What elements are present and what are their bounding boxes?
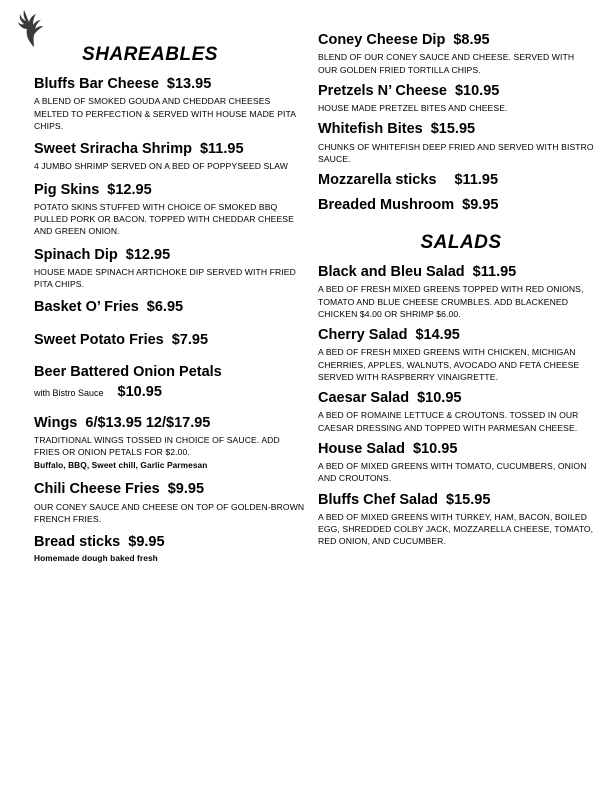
section-title-salads: SALADS (420, 231, 502, 253)
menu-item-head (318, 32, 594, 49)
menu-item (34, 299, 306, 316)
menu-item-price: $12.95 (125, 246, 171, 263)
menu-item (318, 327, 594, 383)
menu-item-desc: HOUSE MADE PRETZEL BITES AND CHEESE. (318, 103, 508, 114)
menu-item (34, 481, 306, 525)
menu-item-desc: A BED OF FRESH MIXED GREENS TOPPED WITH RED ONIONS, TOMATO AND BLUE CHEESE CRUMBLES. ADD BLACKENED CHICKEN $4.00 OR SHRIMP $6.00. (318, 284, 584, 319)
menu-item-name: Sweet Potato Fries (34, 331, 164, 348)
menu-item-head (318, 390, 594, 407)
menu-item-name: Bluffs Chef Salad (318, 491, 439, 508)
menu-item-price: $14.95 (415, 326, 460, 343)
menu-item-price: 6/$13.95 12/$17.95 (85, 414, 211, 431)
menu-item-price: $6.95 (146, 299, 184, 316)
menu-item (318, 121, 594, 165)
menu-item (34, 141, 306, 173)
menu-item (318, 197, 594, 214)
menu-item-price: $10.95 (454, 82, 500, 99)
menu-item-head (318, 492, 594, 509)
menu-item-desc: A BED OF MIXED GREENS WITH TOMATO, CUCUMBERS, ONION AND CROUTONS. (318, 461, 587, 484)
menu-item-price: $10.95 (413, 440, 458, 457)
menu-item-desc: CHUNKS OF WHITEFISH DEEP FRIED AND SERVED WITH BISTRO SAUCE. (318, 141, 594, 164)
menu-item-head (34, 481, 306, 498)
menu-item-name: House Salad (318, 440, 406, 457)
menu-item-desc: A BED OF MIXED GREENS WITH TURKEY, HAM, BACON, BOILED EGG, SHREDDED COLBY JACK, MOZZARELLA CHEESE, TOMATO, RED ONION, AND CUCUMBER. (318, 511, 594, 547)
menu-item-head (318, 172, 594, 189)
menu-item (34, 415, 306, 473)
menu-item-price: $13.95 (166, 76, 212, 92)
menu-item-head (34, 534, 306, 551)
menu-item-head (318, 83, 594, 100)
menu-item (34, 364, 306, 399)
menu-item (318, 264, 594, 320)
menu-item-head (318, 197, 594, 214)
menu-item-price: $11.95 (454, 172, 499, 189)
menu-item-desc: A BED OF ROMAINE LETTUCE & CROUTONS. TOSSED IN OUR CAESAR DRESSING AND TOPPED WITH PARMESAN CHEESE. (318, 410, 579, 433)
menu-item-name: Beer Battered Onion Petals (34, 364, 222, 381)
menu-item-name: Caesar Salad (318, 389, 410, 406)
menu-item-name: Bluffs Bar Cheese (34, 76, 159, 92)
menu-item-desc: A BLEND OF SMOKED GOUDA AND CHEDDAR CHEESES MELTED TO PERFECTION & SERVED WITH HOUSE MADE PITA CHIPS. (34, 96, 296, 131)
menu-item (318, 32, 594, 76)
menu-item-head (318, 441, 594, 458)
section-title-shareables: SHAREABLES (82, 44, 218, 65)
menu-item-desc: TRADITIONAL WINGS TOSSED IN CHOICE OF SAUCE. ADD FRIES OR ONION PETALS FOR $2.00. (34, 434, 280, 458)
menu-item-name: Chili Cheese Fries (34, 481, 160, 498)
menu-item-price: $11.95 (472, 263, 517, 280)
menu-item-head (34, 299, 306, 316)
menu-item-name: Sweet Sriracha Shrimp (34, 141, 192, 157)
menu-item-price: $8.95 (453, 32, 490, 48)
menu-item-name: Cherry Salad (318, 326, 408, 343)
menu-item-desc: Homemade dough baked fresh (34, 553, 158, 564)
menu-item-sauce-list: Buffalo, BBQ, Sweet chill, Garlic Parmesan (34, 460, 208, 471)
menu-item-name: Whitefish Bites (318, 121, 423, 138)
menu-item-price: $12.95 (107, 181, 152, 198)
menu-item-price: $9.95 (167, 481, 205, 498)
menu-item-desc: A BED OF FRESH MIXED GREENS WITH CHICKEN, MICHIGAN CHERRIES, APPLES, WALNUTS, AVOCADO AND FETA CHEESE SERVED WITH RASPBERRY VINAIGRETTE. (318, 347, 580, 382)
menu-item-name: Pretzels N’ Cheese (318, 82, 447, 99)
menu-item-desc: 4 JUMBO SHRIMP SERVED ON A BED OF POPPYSEED SLAW (34, 161, 288, 172)
menu-item (34, 182, 306, 238)
menu-item (34, 76, 306, 132)
menu-item-desc: HOUSE MADE SPINACH ARTICHOKE DIP SERVED WITH FRIED PITA CHIPS. (34, 266, 296, 290)
column-right (306, 0, 594, 574)
menu-item-price: $9.95 (462, 196, 499, 213)
menu-item (34, 332, 306, 349)
menu-item-head (318, 264, 594, 281)
menu-item (318, 83, 594, 115)
menu-item (318, 390, 594, 434)
menu-item-desc: OUR CONEY SAUCE AND CHEESE ON TOP OF GOLDEN-BROWN FRENCH FRIES. (34, 501, 305, 524)
menu-item-desc: POTATO SKINS STUFFED WITH CHOICE OF SMOKED BBQ PULLED PORK OR BACON. TOPPED WITH CHEDDAR CHEESE AND GREEN ONION. (34, 201, 294, 237)
menu-item-price: $11.95 (199, 141, 244, 157)
menu-item-price: $15.95 (430, 121, 476, 138)
menu-item-head (34, 247, 306, 264)
menu-item-desc: BLEND OF OUR CONEY SAUCE AND CHEESE. SERVED WITH OUR GOLDEN FRIED TORTILLA CHIPS. (318, 52, 575, 75)
menu-item-head (34, 364, 306, 381)
menu-item-name: Mozzarella sticks (318, 172, 437, 189)
menu-item-name: Pig Skins (34, 181, 100, 198)
menu-item-name: Bread sticks (34, 533, 121, 550)
menu-item-name: Breaded Mushroom (318, 196, 455, 213)
menu-item-name: Black and Bleu Salad (318, 263, 465, 280)
menu-item-head (318, 121, 594, 138)
menu-item-head (34, 182, 306, 199)
menu-item-price: $9.95 (128, 533, 165, 550)
menu-item-head (34, 332, 306, 349)
deer-head-logo-icon (10, 6, 54, 50)
menu-item (318, 172, 594, 189)
menu-item-price: $10.95 (417, 389, 462, 406)
menu-item-price: $15.95 (446, 491, 491, 508)
menu-item-name: Spinach Dip (34, 246, 118, 263)
menu-item (34, 247, 306, 291)
menu-item-price: $7.95 (171, 331, 209, 348)
menu-item-head (34, 141, 306, 158)
menu-item (318, 492, 594, 548)
column-left (18, 0, 306, 574)
menu-item-name: Wings (34, 414, 78, 431)
menu-item (34, 534, 306, 565)
menu-item-name: Basket O’ Fries (34, 299, 139, 316)
menu-item-head (318, 327, 594, 344)
menu-item-subnote: with Bistro Sauce (34, 387, 104, 398)
menu-item-price: $10.95 (117, 383, 162, 400)
menu-item-name: Coney Cheese Dip (318, 32, 446, 48)
menu-item (318, 441, 594, 485)
menu-item-subline-row (34, 384, 306, 400)
menu-item-head (34, 415, 306, 432)
menu-item-head (34, 76, 306, 93)
